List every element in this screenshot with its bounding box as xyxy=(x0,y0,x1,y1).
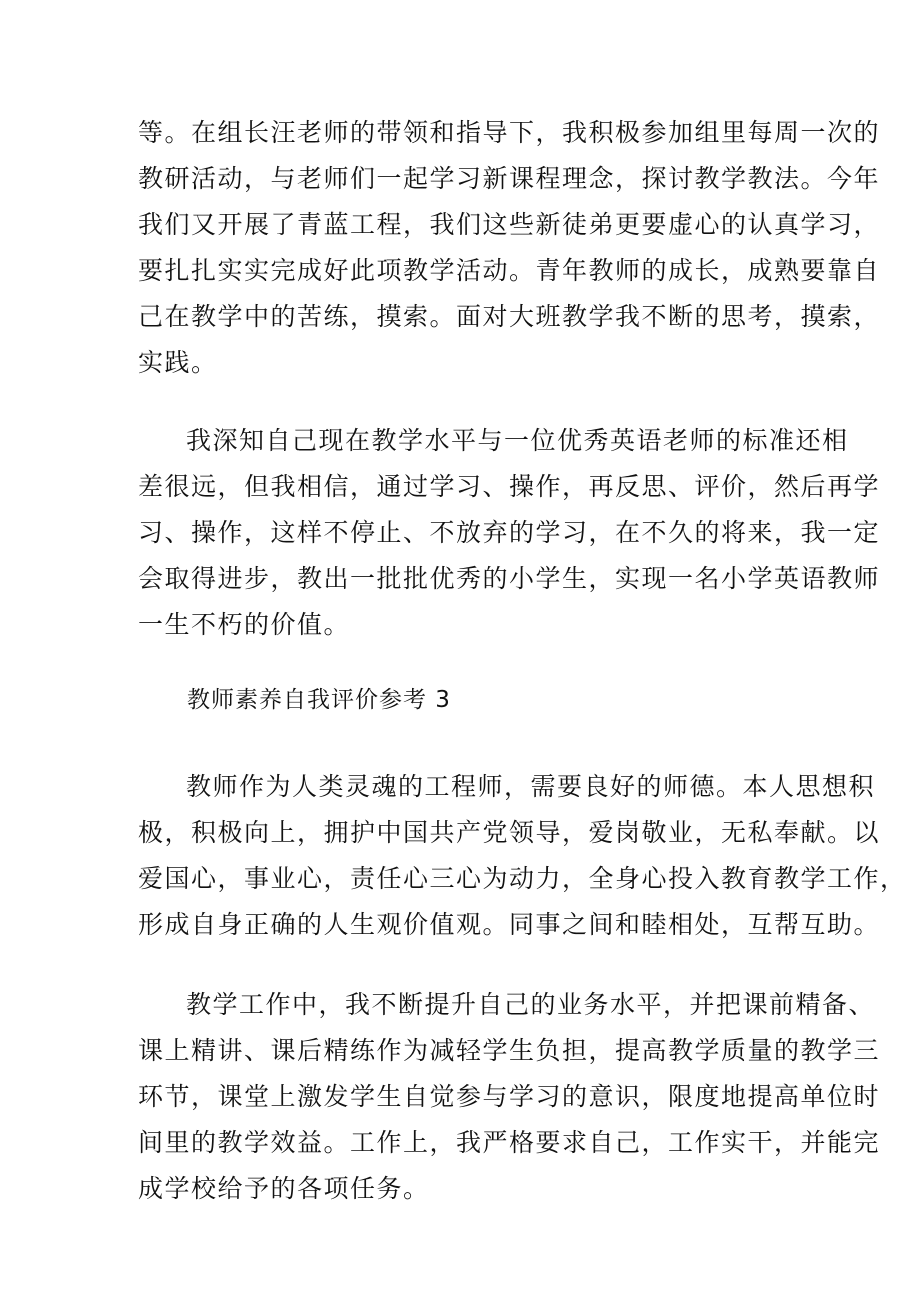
text-line: 教师作为人类灵魂的工程师，需要良好的师德。本人思想积 xyxy=(186,772,876,801)
text-line: 课上精讲、课后精练作为减轻学生负担，提高教学质量的教学三 xyxy=(138,1036,881,1065)
text-line: 间里的教学效益。工作上，我严格要求自己，工作实干，并能完 xyxy=(138,1128,881,1157)
text-line: 等。在组长汪老师的带领和指导下，我积极参加组里每周一次的 xyxy=(138,118,881,147)
paragraph-ethics xyxy=(138,764,907,948)
paragraph-self-reflection xyxy=(138,418,881,648)
section-heading: 教师素养自我评价参考 3 xyxy=(187,687,451,713)
text-line: 我深知自己现在教学水平与一位优秀英语老师的标准还相 xyxy=(186,426,849,455)
paragraph-continuation xyxy=(138,110,881,386)
text-line: 一生不朽的价值。 xyxy=(138,610,351,639)
text-line: 差很远，但我相信，通过学习、操作，再反思、评价，然后再学 xyxy=(138,472,881,501)
text-line: 教研活动，与老师们一起学习新课程理念，探讨教学教法。今年 xyxy=(138,164,881,193)
text-line: 教学工作中，我不断提升自己的业务水平，并把课前精备、 xyxy=(186,990,876,1019)
text-line: 习、操作，这样不停止、不放弃的学习，在不久的将来，我一定 xyxy=(138,518,881,547)
text-line: 要扎扎实实完成好此项教学活动。青年教师的成长，成熟要靠自 xyxy=(138,256,881,285)
text-line: 极，积极向上，拥护中国共产党领导，爱岗敬业，无私奉献。以 xyxy=(138,818,881,847)
text-line: 环节，课堂上激发学生自觉参与学习的意识，限度地提高单位时 xyxy=(138,1082,881,1111)
text-line: 己在教学中的苦练，摸索。面对大班教学我不断的思考，摸索， xyxy=(138,302,881,331)
text-line: 爱国心，事业心，责任心三心为动力，全身心投入教育教学工作， xyxy=(138,864,907,893)
text-line: 实践。 xyxy=(138,348,218,377)
paragraph-teaching-work xyxy=(138,982,881,1212)
text-line: 我们又开展了青蓝工程，我们这些新徒弟更要虚心的认真学习， xyxy=(138,210,881,239)
text-line: 会取得进步，教出一批批优秀的小学生，实现一名小学英语教师 xyxy=(138,564,881,593)
text-line: 形成自身正确的人生观价值观。同事之间和睦相处，互帮互助。 xyxy=(138,910,881,939)
text-line: 成学校给予的各项任务。 xyxy=(138,1174,430,1203)
